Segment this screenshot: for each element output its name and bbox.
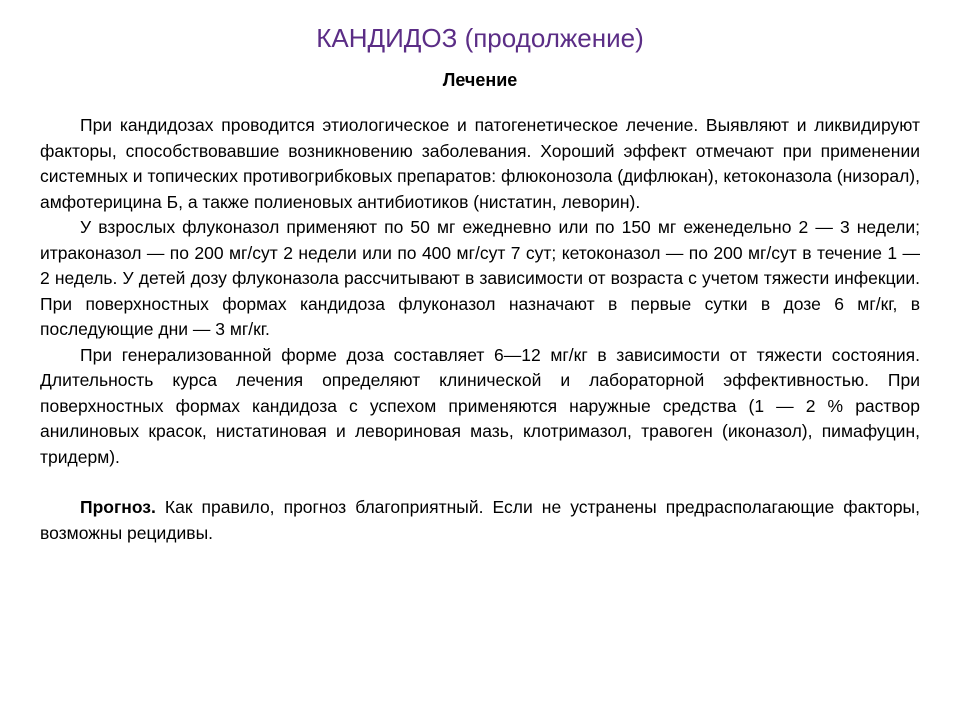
section-heading: Лечение	[442, 70, 518, 90]
slide-title: КАНДИДОЗ (продолжение)	[316, 23, 644, 53]
body-text	[40, 113, 920, 546]
paragraph-prognosis	[40, 495, 920, 546]
prognosis-label: Прогноз.	[80, 497, 156, 517]
paragraph-adult-dosage: У взрослых флуконазол применяют по 50 мг ежедневно или по 150 мг еженедельно 2 — 3 недели; итраконазол — по 200 мг/сут 2 недели или по 400 мг/сут 7 сут; кетоконазол — по 200 мг/сут в течение 1 — 2 недель. У детей дозу флуконазола рассчитывают в зависимости от возраста с учетом тяжести инфекции. При поверхностных формах кандидоза флуконазол назначают в первые сутки в дозе 6 мг/кг, в последующие дни — 3 мг/кг.	[40, 217, 920, 339]
paragraph-generalized-form: При генерализованной форме доза составляет 6—12 мг/кг в зависимости от тяжести состояния. Длительность курса лечения определяют клинической и лабораторной эффективностью. При поверхностных формах кандидоза с успехом применяются наружные средства (1 — 2 % раствор анилиновых красок, нистатиновая и левориновая мазь, клотримазол, травоген (иконазол), пимафуцин, тридерм).	[40, 344, 920, 467]
paragraph-treatment-overview: При кандидозах проводится этиологическое и патогенетическое лечение. Выявляют и ликвидируют факторы, способствовавшие возникновению заболевания. Хороший эффект отмечают при применении системных и топических противогрибковых препаратов: флюконозола (дифлюкан), кетоконазола (низорал), амфотерицина Б, а также полиеновых антибиотиков (нистатин, леворин).	[40, 115, 920, 212]
prognosis-text: Как правило, прогноз благоприятный. Если не устранены предрасполагающие факторы, возможны рецидивы.	[40, 497, 920, 543]
